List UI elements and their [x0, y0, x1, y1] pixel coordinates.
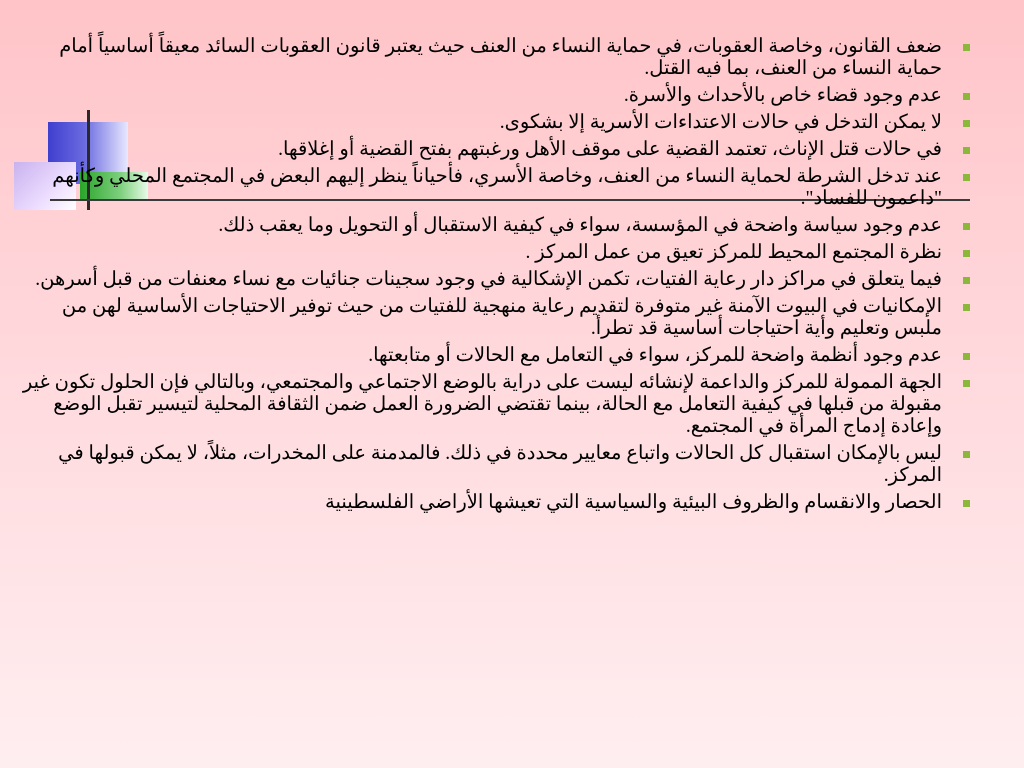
bullet-item	[22, 296, 970, 340]
bullet-square-icon	[963, 174, 970, 181]
bullet-item	[22, 242, 970, 264]
bullet-item	[22, 85, 970, 107]
bullet-square-icon	[963, 147, 970, 154]
bullet-square-icon	[963, 304, 970, 311]
bullet-square-icon	[963, 223, 970, 230]
bullet-item	[22, 112, 970, 134]
bullet-text: عدم وجود سياسة واضحة في المؤسسة، سواء في كيفية الاستقبال أو التحويل وما يعقب ذلك.	[218, 215, 942, 236]
bullet-item	[22, 215, 970, 237]
bullet-square-icon	[963, 277, 970, 284]
bullet-square-icon	[963, 353, 970, 360]
bullet-text: الإمكانيات في البيوت الآمنة غير متوفرة لتقديم رعاية منهجية للفتيات من حيث توفير الاحتياجات الأساسية لهن من ملبس وتعليم وأية احتياجات أساسية قد تطرأ.	[61, 296, 942, 339]
bullet-text: عدم وجود أنظمة واضحة للمركز، سواء في التعامل مع الحالات أو متابعتها.	[368, 345, 942, 366]
slide-content	[22, 36, 970, 519]
bullet-item	[22, 345, 970, 367]
bullet-text: لا يمكن التدخل في حالات الاعتداءات الأسرية إلا بشكوى.	[499, 112, 942, 133]
bullet-item	[22, 269, 970, 291]
bullet-list	[22, 36, 970, 514]
bullet-item	[22, 443, 970, 487]
bullet-square-icon	[963, 451, 970, 458]
bullet-item	[22, 372, 970, 438]
bullet-square-icon	[963, 93, 970, 100]
bullet-item	[22, 139, 970, 161]
bullet-text: الجهة الممولة للمركز والداعمة لإنشائه ليست على دراية بالوضع الاجتماعي والمجتمعي، وبالتالي فإن الحلول تكون غير مقبولة من قبلها في كيفية التعامل مع الحالة، بينما تقتضي الضرورة العمل ضمن الثقافة المحلية لتيسير تقبل الوضع وإعادة إدماج المرأة في المجتمع.	[22, 372, 942, 437]
bullet-item	[22, 166, 970, 210]
bullet-text: عند تدخل الشرطة لحماية النساء من العنف، وخاصة الأسري، فأحياناً ينظر إليهم البعض في المجتمع المحلي وكأنهم "داعمون للفساد".	[52, 166, 942, 209]
bullet-square-icon	[963, 500, 970, 507]
bullet-item	[22, 492, 970, 514]
bullet-text: نظرة المجتمع المحيط للمركز تعيق من عمل المركز .	[525, 242, 942, 263]
bullet-square-icon	[963, 44, 970, 51]
bullet-text: ضعف القانون، وخاصة العقوبات، في حماية النساء من العنف حيث يعتبر قانون العقوبات السائد معيقاً أساسياً أمام حماية النساء من العنف، بما فيه القتل.	[59, 36, 942, 79]
bullet-square-icon	[963, 120, 970, 127]
bullet-text: الحصار والانقسام والظروف البيئية والسياسية التي تعيشها الأراضي الفلسطينية	[325, 492, 942, 513]
bullet-text: عدم وجود قضاء خاص بالأحداث والأسرة.	[623, 85, 942, 106]
bullet-text: ليس بالإمكان استقبال كل الحالات واتباع معايير محددة في ذلك. فالمدمنة على المخدرات، مثلاً، لا يمكن قبولها في المركز.	[58, 443, 942, 486]
bullet-square-icon	[963, 380, 970, 387]
bullet-square-icon	[963, 250, 970, 257]
bullet-text: في حالات قتل الإناث، تعتمد القضية على موقف الأهل ورغبتهم بفتح القضية أو إغلاقها.	[278, 139, 942, 160]
bullet-item	[22, 36, 970, 80]
bullet-text: فيما يتعلق في مراكز دار رعاية الفتيات، تكمن الإشكالية في وجود سجينات جنائيات مع نساء معنفات من قبل أسرهن.	[35, 269, 942, 290]
